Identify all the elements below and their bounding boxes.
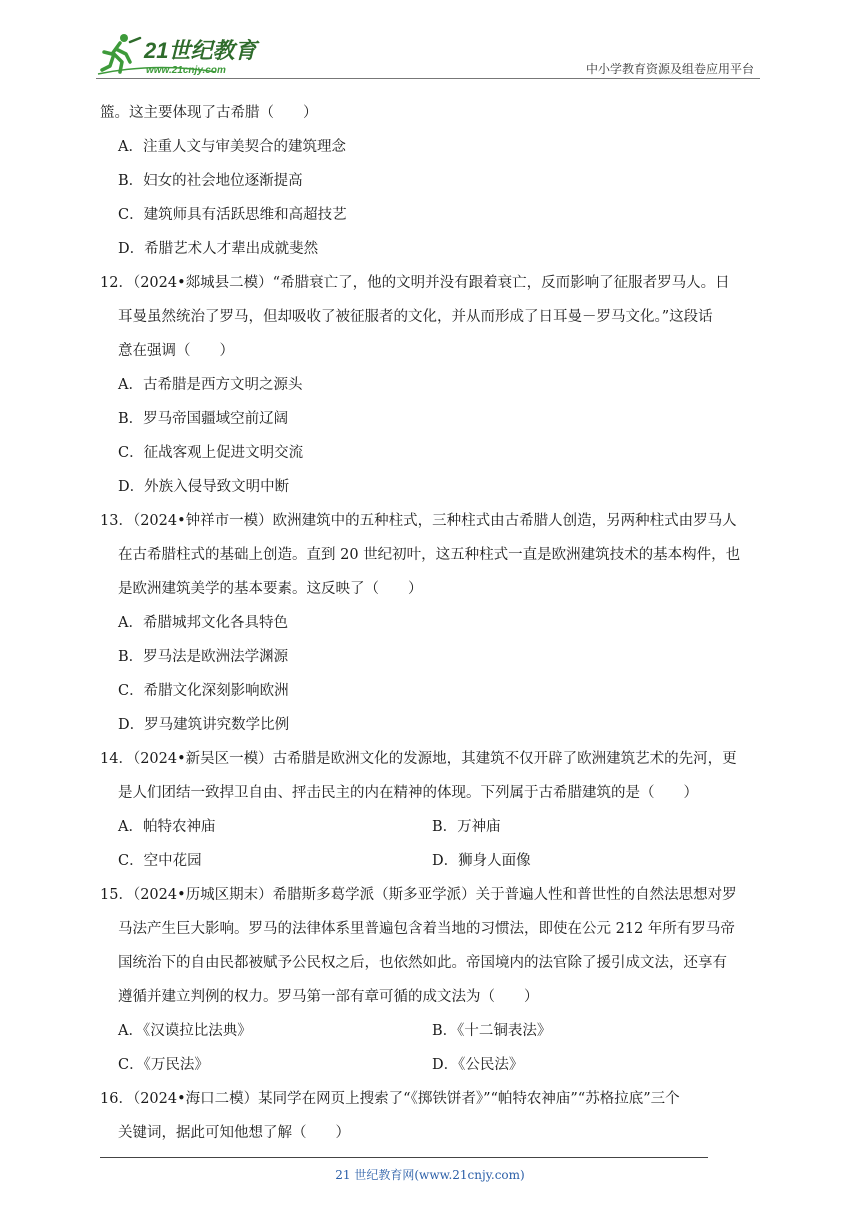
- question-stem-line: 13．（2024•钟祥市一模）欧洲建筑中的五种柱式，三种柱式由古希腊人创造，另两种柱式由罗马人: [100, 513, 737, 529]
- option-a: A．帕特农神庙: [118, 819, 216, 835]
- option-c: C．建筑师具有活跃思维和高超技艺: [118, 207, 347, 223]
- question-stem-line: 15．（2024•历城区期末）希腊斯多葛学派（斯多亚学派）关于普遍人性和普世性的自然法思想对罗: [100, 887, 737, 903]
- option-b: B．《十二铜表法》: [432, 1023, 552, 1039]
- question-stem-line: 耳曼虽然统治了罗马，但却吸收了被征服者的文化，并从而形成了日耳曼－罗马文化。”这段话: [118, 309, 713, 325]
- question-11: [100, 96, 764, 266]
- question-stem-line: 国统治下的自由民都被赋予公民权之后，也依然如此。帝国境内的法官除了援引成文法，还享有: [118, 955, 727, 971]
- question-14: [100, 742, 764, 878]
- question-stem: 篮。这主要体现了古希腊（ ）: [100, 105, 318, 121]
- document-body: [100, 96, 764, 1150]
- question-stem-line: 关键词，据此可知他想了解（ ）: [118, 1125, 350, 1141]
- option-b: B．罗马法是欧洲法学渊源: [118, 649, 289, 665]
- option-c: C．希腊文化深刻影响欧洲: [118, 683, 289, 699]
- question-stem-line: 是欧洲建筑美学的基本要素。这反映了（ ）: [118, 581, 423, 597]
- question-16: [100, 1082, 764, 1150]
- site-logo: [96, 32, 266, 76]
- option-row: [100, 1048, 764, 1082]
- header-platform-name: 中小学教育资源及组卷应用平台: [585, 62, 754, 76]
- question-15: [100, 878, 764, 1082]
- runner-icon: [102, 34, 140, 72]
- option-a: A．注重人文与审美契合的建筑理念: [118, 139, 346, 155]
- question-stem-line: 马法产生巨大影响。罗马的法律体系里普遍包含着当地的习惯法，即使在公元 212 年所有罗马帝: [118, 921, 735, 937]
- footer-link[interactable]: 21 世纪教育网(www.21cnjy.com): [335, 1168, 525, 1182]
- option-c: C．征战客观上促进文明交流: [118, 445, 304, 461]
- question-stem-line: 遵循并建立判例的权力。罗马第一部有章可循的成文法为（ ）: [118, 989, 539, 1005]
- logo-main-text: 21世纪教育: [144, 38, 257, 63]
- option-row: [100, 1014, 764, 1048]
- option-row: [100, 844, 764, 878]
- page-header: [96, 28, 760, 80]
- option-row: [100, 810, 764, 844]
- question-13: [100, 504, 764, 742]
- option-c: C．《万民法》: [118, 1057, 209, 1073]
- option-c: C．空中花园: [118, 853, 202, 869]
- option-b: B．罗马帝国疆域空前辽阔: [118, 411, 289, 427]
- option-a: A．希腊城邦文化各具特色: [118, 615, 288, 631]
- option-d: D．罗马建筑讲究数学比例: [118, 717, 290, 733]
- option-a: A．《汉谟拉比法典》: [118, 1023, 252, 1039]
- option-d: D．狮身人面像: [432, 853, 531, 869]
- question-stem-line: 14．（2024•新吴区一模）古希腊是欧洲文化的发源地，其建筑不仅开辟了欧洲建筑艺术的先河，更: [100, 751, 737, 767]
- option-b: B．妇女的社会地位逐渐提高: [118, 173, 303, 189]
- question-stem-line: 16．（2024•海口二模）某同学在网页上搜索了“《掷铁饼者》”“帕特农神庙”“苏格拉底”三个: [100, 1091, 680, 1107]
- question-stem-line: 12．（2024•郯城县二模）“希腊衰亡了，他的文明并没有跟着衰亡，反而影响了征服者罗马人。日: [100, 275, 730, 291]
- question-stem-line: 在古希腊柱式的基础上创造。直到 20 世纪初叶，这五种柱式一直是欧洲建筑技术的基本构件，也: [118, 547, 741, 563]
- option-b: B．万神庙: [432, 819, 501, 835]
- option-a: A．古希腊是西方文明之源头: [118, 377, 303, 393]
- question-stem-line: 意在强调（ ）: [118, 343, 234, 359]
- question-stem-line: 是人们团结一致捍卫自由、抨击民主的内在精神的体现。下列属于古希腊建筑的是（ ）: [118, 785, 698, 801]
- option-d: D．希腊艺术人才辈出成就斐然: [118, 241, 319, 257]
- logo-sub-text: www.21cnjy.com: [146, 65, 226, 76]
- header-divider: [96, 78, 760, 79]
- option-d: D．外族入侵导致文明中断: [118, 479, 290, 495]
- option-d: D．《公民法》: [432, 1057, 524, 1073]
- question-12: [100, 266, 764, 504]
- footer-divider: [100, 1157, 708, 1158]
